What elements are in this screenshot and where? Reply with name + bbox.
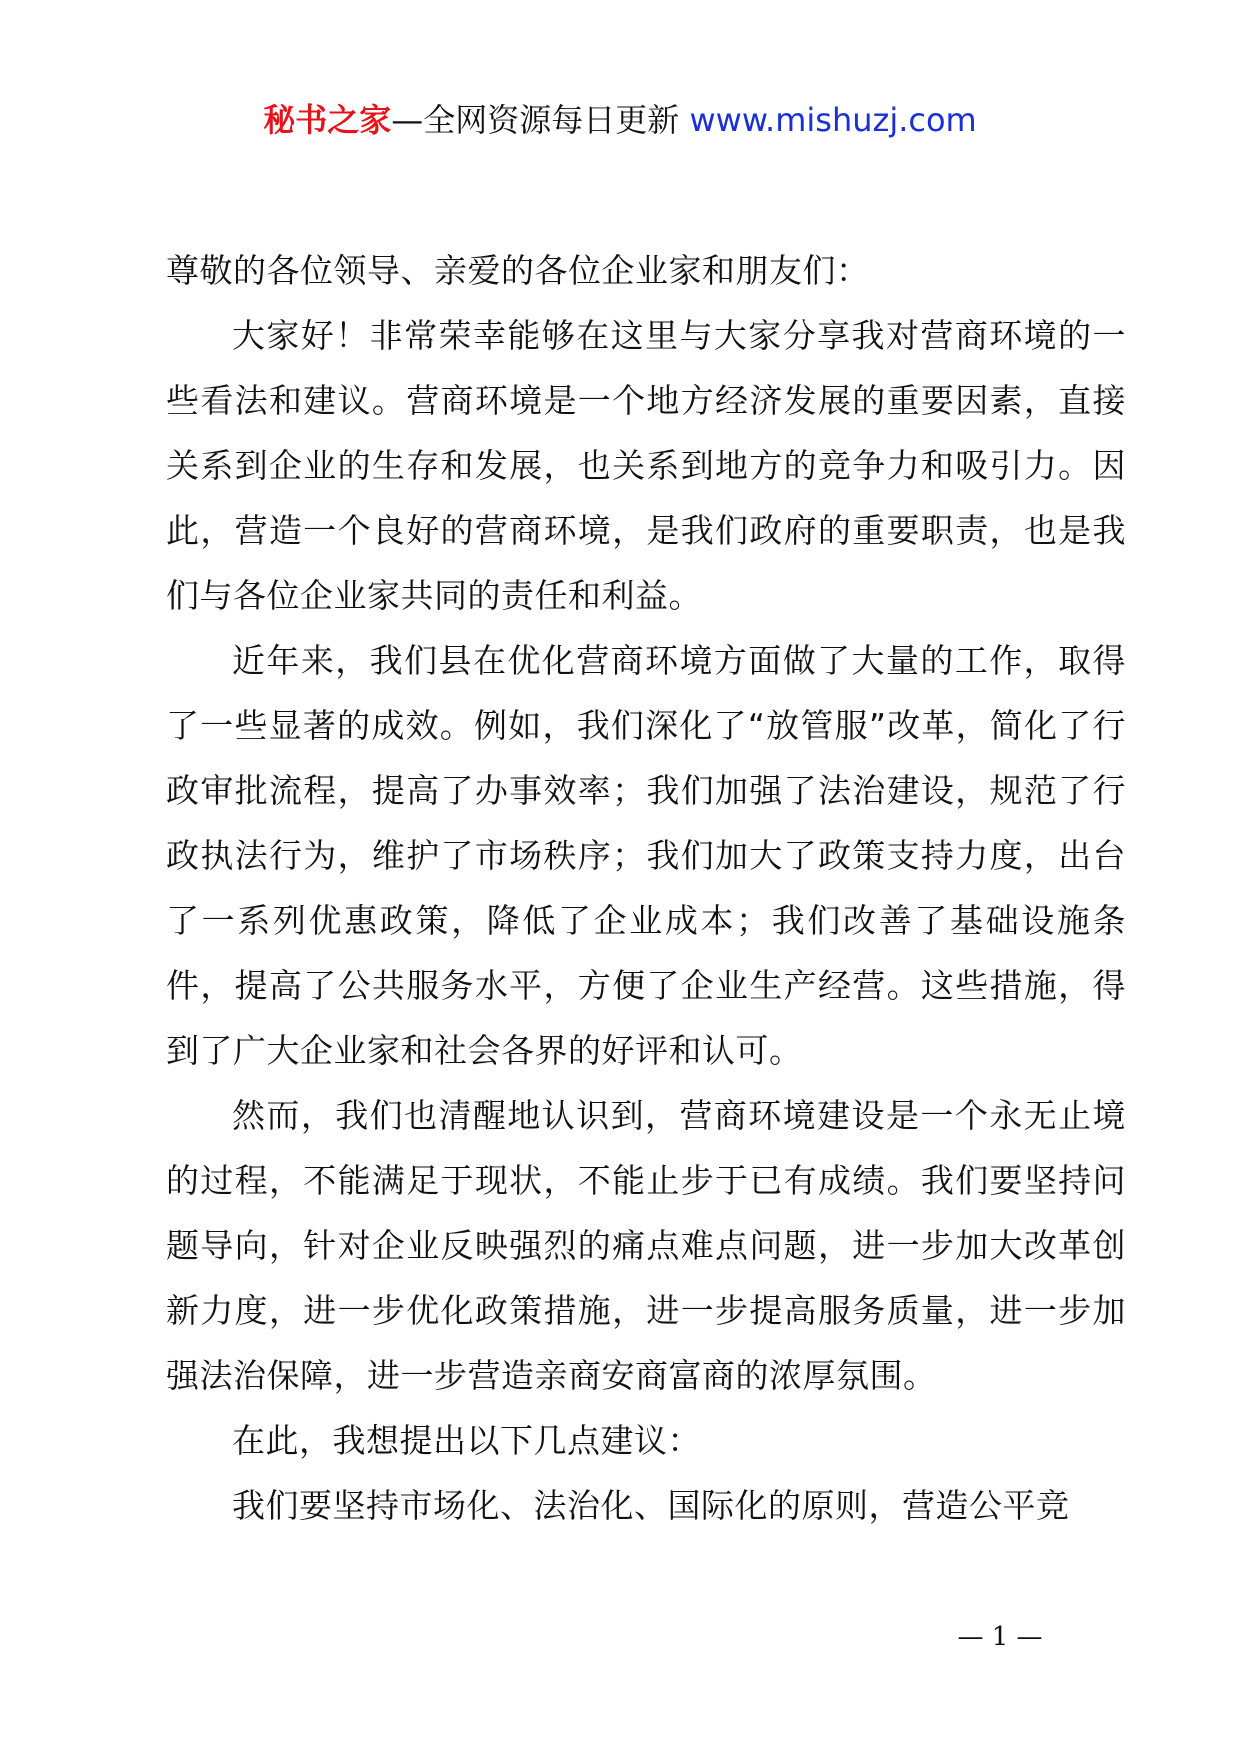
paragraph-suggestion-one: 我们要坚持市场化、法治化、国际化的原则，营造公平竞 — [232, 1486, 1070, 1525]
paragraph-achievements: 近年来，我们县在优化营商环境方面做了大量的工作，取得了一些显著的成效。例如，我们深化了“放管服”改革，简化了行政审批流程，提高了办事效率；我们加强了法治建设，规范了行政执法行为，维护了市场秩序；我们加大了政策支持力度，出台了一系列优惠政策，降低了企业成本；我们改善了基础设施条件，提高了公共服务水平，方便了企业生产经营。这些措施，得到了广大企业家和社会各界的好评和认可。 — [166, 641, 1126, 1070]
site-brand: 秘书之家 — [263, 101, 392, 139]
paragraph-challenges: 然而，我们也清醒地认识到，营商环境建设是一个永无止境的过程，不能满足于现状，不能止步于已有成绩。我们要坚持问题导向，针对企业反映强烈的痛点难点问题，进一步加大改革创新力度，进一步优化政策措施，进一步提高服务质量，进一步加强法治保障，进一步营造亲商安商富商的浓厚氛围。 — [166, 1096, 1126, 1395]
paragraph-suggestions-intro: 在此，我想提出以下几点建议： — [232, 1421, 701, 1460]
page-number: — 1 — — [957, 1622, 1043, 1652]
paragraph-greeting: 大家好！非常荣幸能够在这里与大家分享我对营商环境的一些看法和建议。营商环境是一个地方经济发展的重要因素，直接关系到企业的生存和发展，也关系到地方的竞争力和吸引力。因此，营造一个良好的营商环境，是我们政府的重要职责，也是我们与各位企业家共同的责任和利益。 — [166, 316, 1126, 615]
document-body — [166, 238, 1126, 1538]
page-header — [0, 98, 1240, 142]
site-tagline: —全网资源每日更新 — [391, 101, 690, 139]
site-url-link[interactable]: www.mishuzj.com — [689, 101, 977, 139]
salutation: 尊敬的各位领导、亲爱的各位企业家和朋友们： — [166, 251, 870, 290]
